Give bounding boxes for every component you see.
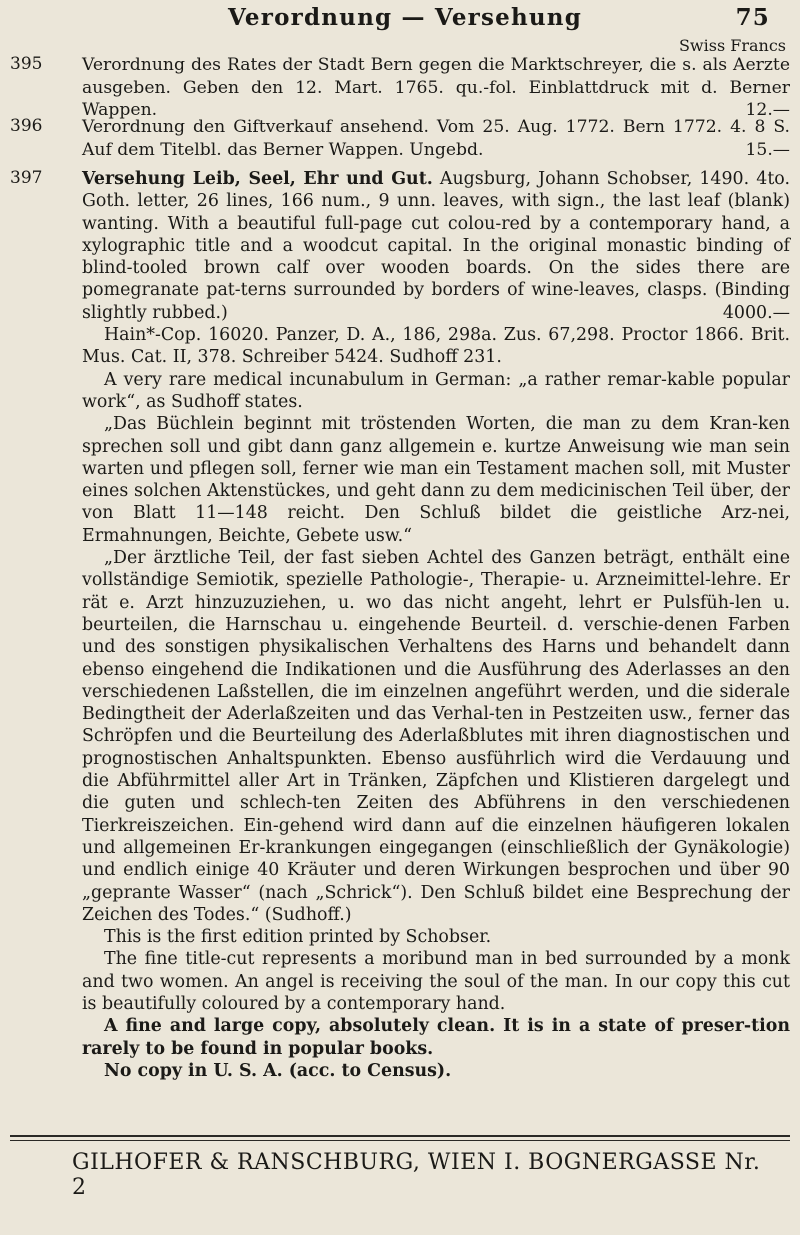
entry-title: Versehung Leib, Seel, Ehr und Gut. [82,169,433,189]
footer-rule-thin [10,1140,790,1141]
entry-price: 4000.— [722,302,790,323]
entry-price: 15.— [745,139,790,160]
catalogue-entry-396 [10,116,790,161]
entry-number: 396 [10,116,43,136]
entry-text: Augsburg, Johann Schobser, 1490. 4to. Goth. letter, 26 lines, 166 num., 9 unn. leaves, with sign., the last leaf (blank) wanting. With a beautiful full-page cut colou-red by a contemporary hand, a xylographic title and a woodcut capital. In the original monastic binding of blind-tooled brown calf over wooden boards. On the sides there are pomegranate pat-terns surrounded by borders of wine-leaves, clasps. (Binding slightly rubbed.) [82,169,790,323]
entry-description [82,168,790,1082]
bibliography-references: Hain*-Cop. 16020. Panzer, D. A., 186, 298a. Zus. 67,298. Proctor 1866. Brit. Mus. Cat. II, 378. Schreiber 5424. Sudhoff 231. [82,325,790,368]
entry-text: Verordnung des Rates der Stadt Bern gegen die Marktschreyer, die s. als Aerzte ausgeben. Geben den 12. Mart. 1765. qu.-fol. Einblattdruck mit d. Berner Wappen. [82,55,790,120]
entry-description [82,116,790,161]
catalogue-entry-397 [10,168,790,1082]
title-cut-note: The fine title-cut represents a moribund man in bed surrounded by a monk and two women. An angel is receiving the soul of the man. In our copy this cut is beautifully coloured by a contemporary hand. [82,949,790,1014]
condition-note: A fine and large copy, absolutely clean. It is in a state of preser-tion rarely to be found in popular books. [82,1016,790,1059]
entry-number: 395 [10,54,43,74]
footer-rule [10,1135,790,1137]
currency-label: Swiss Francs [678,36,786,55]
catalogue-entry-395 [10,54,790,122]
publisher-footer: GILHOFER & RANSCHBURG, WIEN I. BOGNERGASSE Nr. 2 [72,1150,761,1200]
header-title: Verordnung — Versehung [228,4,583,31]
rarity-note: A very rare medical incunabulum in German: „a rather remar-kable popular work“, as Sudhoff states. [82,369,790,412]
entry-text: Verordnung den Giftverkauf ansehend. Vom 25. Aug. 1772. Bern 1772. 4. 8 S. Auf dem Titelbl. das Berner Wappen. Ungebd. [82,117,790,160]
census-note: No copy in U. S. A. (acc. to Census). [104,1060,452,1081]
entry-intro [82,168,790,324]
sudhoff-quote-1: „Das Büchlein beginnt mit tröstenden Worten, die man zu dem Kran-ken sprechen soll und gibt dann ganz allgemein e. kurtze Anweisung wie man sein warten und pflegen soll, ferner wie man ein Testament machen soll, mit Muster eines solchen Aktenstückes, und geht dann zu dem medicinischen Teil über, der von Blatt 11—148 reicht. Den Schluß bildet die geistliche Arz-nei, Ermahnungen, Beichte, Gebete usw.“ [82,414,790,546]
entry-number: 397 [10,168,43,188]
entry-price: 12.— [745,100,790,120]
entry-description [82,54,790,122]
sudhoff-quote-2: „Der ärztliche Teil, der fast sieben Achtel des Ganzen beträgt, enthält eine vollständige Semiotik, spezielle Pathologie-, Therapie- u. Arzneimittel-lehre. Er rät e. Arzt hinzuzuziehen, u. wo das nicht angeht, lehrt er Pulsfüh-len u. beurteilen, die Harnschau u. eingehende Beurteil. d. verschie-denen Farben und des sonstigen physikalischen Verhaltens des Harns und behandelt dann ebenso eingehend die Indikationen und die Ausführung des Aderlasses an den verschiedenen Laßstellen, die im einzelnen angeführt werden, und die siderale Bedingtheit der Aderlaßzeiten und das Verhal-ten in Pestzeiten usw., ferner das Schröpfen und die Beurteilung des Aderlaßblutes mit ihren diagnostischen und prognostischen Anhaltspunkten. Ebenso ausführlich wird die Verdauung und die Abführmittel aller Art in Tränken, Zäpfchen und Klistieren dargelegt und die guten und schlech-ten Zeiten des Abführens in den verschiedenen Tierkreiszeichen. Ein-gehend wird dann auf die einzelnen häufigeren lokalen und allgemeinen Er-krankungen eingegangen (einschließlich der Gynäkologie) und endlich einige 40 Kräuter und deren Wirkungen besprochen und über 90 „geprante Wasser“ (nach „Schrick“). Den Schluß bildet eine Besprechung der Zeichen des Todes.“ (Sudhoff.) [82,548,790,925]
page-number: 75 [735,4,770,31]
running-header [228,4,788,31]
edition-note: This is the first edition printed by Schobser. [104,927,492,948]
